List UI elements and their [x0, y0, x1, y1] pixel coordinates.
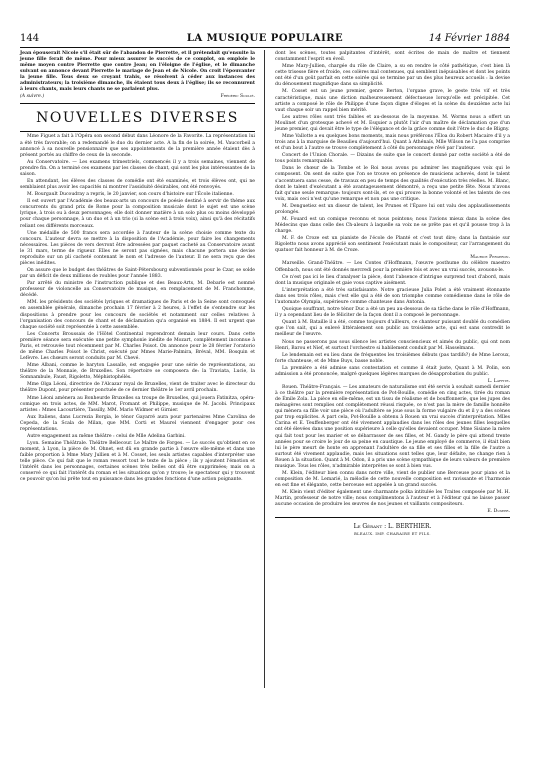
- feuilleton-continuation: Jean épouserait Nicole s'il était sûr de l'abandon de Pierrette, et il prétendait qu'ensuite la jeune fille ferait de même. Pour mieux assurer le succès de ce complot, on emploie le même moyen contre Pierrette que contre Jean; on l'éloigne de l'église, et le dimanche suivant on annonce devant Pierrette le mariage de Jean et de Nicole. On croit l'épouvanter la jeune fille. Tous deux se croyant trahis, se résolvent à céder aux instances des administrateurs; la troisième dimanche, ils étaient tous deux à l'église; ils se reconnurent à leurs chants, mais leurs chants ne se parlaient plus.: [20, 51, 255, 93]
- right-column: [275, 51, 510, 537]
- news-paragraph: Dans le chœur de la Tombe et le Roi nous avons pu admirer les magnifiques voix qui le composent. On sent de suite que l'on se trouve en présence de musiciens achevés, dont le talent s'accentuera sans cesse, de travaux en peu de temps des qualités d'exécution très réelles. M. Blanc, dont le talent d'exécutant a été avantageusement démontré, a reçu une petite fête. Nous n'avons fait qu'une seule remarque: toujours sont-ils, et ce qui prouve la bonne volonté et les talents de ces voix, mais ceci n'est qu'une remarque et non pas une critique.: [275, 166, 510, 202]
- gerant-line: Le Gérant : L. BERTHIER.: [353, 523, 432, 531]
- page-number: 144: [20, 33, 40, 44]
- journal-title: LA MUSIQUE POPULAIRE: [186, 33, 344, 44]
- section-title: NOUVELLES DIVERSES: [36, 110, 239, 127]
- news-paragraph: MM. les présidents des sociétés lyriques et dramatiques de Paris et de la Seine sont convoqués en assemblée générale, dimanche prochain 17 février à 2 heures, à l'effet de s'entendre sur les dispositions à prendre pour les concours de sociétés et notamment sur celles relatives à l'organisation des concours de chant et de déclamation qu'a organisé en 1884. Il est urgent que chaque société soit représentée à cette assemblée.: [20, 300, 255, 330]
- news-paragraph: Les Concerts Broussais de l'Hôtel Continental reprendront demain leur cours. Dans cette première séance sera exécutée une petite symphonie inédite de Mozart, complètement inconnue à Paris, et retrouvée tout récemment par M. Charles Poisot. On annonce pour le 28 février l'oratorio de même Charles Poisot le Christ, exécuté par Mmes Marie-Palmira, Bréval, MM. Bosquin et Lefèvre. Les chœurs seront conduits par M. Chevé.: [20, 331, 255, 361]
- news-paragraph: Marseille. Grand-Théâtre. — Les Contes d'Hoffmann, l'œuvre posthume du célèbre maestro Offenbach, nous ont été donnés mercredi pour la première fois et avec un vrai succès, avouons-le.: [275, 261, 510, 273]
- news-paragraph: Quant à M. Bataille il a été, comme toujours d'ailleurs, ce chanteur puissant doublé du comédien que l'on sait, qui a enlevé littéralement son public au troisième acte, qui est sans contredit le meilleur de l'œuvre.: [275, 320, 510, 338]
- news-paragraph: Par arrêté du ministre de l'instruction publique et des Beaux-Arts, M. Debarle est nommé professeur de violoncelle au Conservatoire de musique, en remplacement de M. Franchomme, décédé.: [20, 281, 255, 299]
- news-paragraph: M. Cosset est un jeune premier, genre Berton, l'organe grave, le geste très vif et très caractéristique, mais une diction malheureusement défectueuse lorsqu'elle est précipitée. Cet artiste a composé le rôle de Philippe d'une façon digne d'éloges et la scène du deuxième acte lui vaut chaque soir un rappel bien mérité.: [275, 89, 510, 113]
- signature: E. Duseer.: [487, 509, 510, 515]
- left-column: [20, 51, 255, 485]
- news-paragraph: M. Denguetiez est un diseur de talent, les Prunes et l'Épave lui ont valu des applaudissements prolongés.: [275, 203, 510, 215]
- news-paragraph: On assure que le budget des théâtres de Saint-Pétersbourg subventionnés pour le Czar, se solde par un déficit de deux millions de roubles pour l'année 1883.: [20, 268, 255, 280]
- news-paragraph: Il est ouvert par l'Académie des beaux-arts un concours de poésie destiné à servir de thème aux concurrents du grand prix de Rome pour la composition musicale dont le sujet est une scène lyrique, à trois ou à deux personnages; elle doit donner matière à un solo plus ou moins développé pour chaque personnage, à un duo et à un trio (si la scène est à trois voix), ainsi qu'à des récitatifs reliant ces différents morceaux.: [20, 199, 255, 229]
- news-paragraph: Mme Léoni amènera au Bonheurde Bruxelles sa troupe de Bruxelles, qui jouera Fatinitza, opéra-comique en trois actes, de MM. Marot, Fromant et Philippe, musique de M. Jacobi. Principaux artistes : Mmes Lacourtière, Tassilly, MM. Mario Widmer et Girnier.: [20, 395, 255, 413]
- news-paragraph: dont les scènes, toutes palpitantes d'intérêt, sont écrites de main de maître et tiennent constamment l'esprit en éveil.: [275, 51, 510, 63]
- news-paragraph: Une médaille de 500 francs sera accordée à l'auteur de la scène choisie comme texte du concours. L'auteur devra se mettre à la disposition de l'Académie, pour faire les changements nécessaires. Les pièces de vers devront être adressées par paquet cacheté au Conservatoire avant le 31 mars, terme de rigueur. Elles ne seront pas signées, mais chacune portera une devise reproduite sur un pli cacheté contenant le nom et l'adresse de l'auteur. Il ne sera reçu que des pièces inédites.: [20, 230, 255, 266]
- news-paragraph: Mme Vallotte a eu quelques bons moments, mais nous préférons l'Éloa du Robert Macaire d'il y a trois ans à la marquise de Beaulieu d'aujourd'hui. Quant à Athénaïs, Mlle Wilson ne l'a pas comprise et d'un bout à l'autre se trouve complètement à côté du personnage rêvé par l'auteur.: [275, 133, 510, 152]
- signature: L. Laffite.: [487, 379, 510, 385]
- news-paragraph: Lyon. Semaine Théâtrale. Théâtre Bellecour. Le Maître de Forges. — Le succès qu'obtient en ce moment, à Lyon, la pièce de M. Ohnet, est dû en grande partie à l'œuvre elle-même et dans une faible proportion à Mme Mary Jullien et à M. Cosset, les seuls artistes capables d'interpréter une telle pièce. Ce qui fait que le roman ressort tout le texte de la pièce ; ils y ajoutent l'émotion et l'intérêt dans les personnages, certaines scènes très belles ont dû être supprimées; mais on a conservé ce qui fait l'intérêt du roman et les situations qu'on y trouve; le spectateur qui y trouvent ce pouvoir qu'on lui prête tout en puissance dans les grandes fonctions d'une action poignante.: [20, 441, 255, 483]
- printer-line: BLEAUX. IMP. CHARAIRE ET FILS.: [354, 532, 431, 537]
- author-signature: Frédéric Soulié.: [220, 94, 255, 100]
- news-paragraph: M. Fouard est un comique reconnu et nous pointons; nous l'avions mieux dans la scène des Médecins que dans celle des Ch-aleurs à laquelle sa voix ne se prête pas et qu'il pousse trop à la charge.: [275, 216, 510, 235]
- footer-rule: [275, 517, 510, 518]
- section-rule-bottom: [20, 131, 255, 132]
- column-divider: [264, 50, 265, 688]
- news-paragraph: En attendant, les élèves des classes de comédie ont été examinés, et trois élèves ont, qui ne semblaient plus avoir les capacités ni montrer l'assiduité désirables, ont été renvoyés.: [20, 178, 255, 191]
- feuilleton-signature: [20, 94, 255, 100]
- news-paragraph: Quoique souffrant, notre ténor Duc a été un peu au-dessous de sa tâche dans le rôle d'Hoffmann, il y a cependant lieu de le féliciter de la façon dont il a composé le personnage.: [275, 307, 510, 319]
- page-header: [20, 32, 510, 46]
- news-paragraph: Nous ne passerons pas sous silence les artistes consciencieux et aimés du public, qui ont nom Henri, Barou et Nief, et surtout l'orchestre si habilement conduit par M. Hasselmans.: [275, 339, 510, 351]
- issue-date: 14 Février 1884: [428, 33, 510, 44]
- section-rule-top: [20, 103, 255, 104]
- news-paragraph: La première a été admise sans contestation et comme il était juste, Quant à M. Polin, son admission a été prononcée, malgré quelques légères marques de désapprobation du public.: [275, 365, 510, 377]
- news-paragraph: Autre engagement au même théâtre : celui de Mlle Adelina Garbini.: [27, 433, 186, 439]
- news-paragraph: Rouen. Théâtre-Français. — Les amateurs de naturalisme ont été servis à souhait samedi dernier à ce théâtre par la première représentation de Pot-Bouille, comédie en cinq actes, tirée du roman de Émile Zola. La pièce en elle-même, est un tissu de réalisme et de bouffonnerie, que les jupes des ménagères sont remplies ont complètement réussi risquée, ce n'est pas la mère de famille honnête qui mènera sa fille voir une pièce où l'adultère se joue sous la forme vulgaire du et il y a des scènes par trop explicites. A part cela, Pot-Bouille a obtenu à Rouen un vrai succès d'interprétation. Mlles Carina et E. Teuffenberger ont été vivement applaudies dans les rôles des jeunes filles lesquelles ont été élevées dans une position supérieure à celle qu'elles devaient occuper. Mme Sisiane la mère qui fait tout pour les marier et se débarrasser de ses filles, et M. Gandy le père qui attend trente années pour se croire le jour de sa peine en caustique. Le jeune employé de commerce, il était bien lui le père meurt de honte en apprenant l'adultère de sa fille et ses filles et la fille de l'autre a surtout été vivement applaudie, mais les situations sont telles que, leur défaite, ne change rien à Rouen à la situation. Quant à M. Odon, il a pris une scène sympathique de leurs valeurs de première musique. Tous les rôles, n'admirable interprètes se sont à bien vus.: [275, 385, 510, 469]
- news-paragraph: M. F. de Croze est un pianiste de l'école de Planté et c'est tout dire; dans la fantaisie sur Rigoletto nous avons apprécié son sentiment l'exécutant mais le compositeur, car l'arrangement du quatuor fait honneur à M. de Croze.: [275, 236, 510, 254]
- news-paragraph: Les autres rôles sont très faibles et au-dessous de la moyenne. M. Worms nous a offert un Moulinet d'un grotesque achevé et M. Esquier a plutôt l'air d'un maître de déclamation que d'un jeune premier, qui devait être le type de l'élégance et de la grâce comme doit l'être le duc de Bligny.: [275, 114, 510, 132]
- news-paragraph: Le lendemain est eu lieu dans de fréquentes les troisièmes débuts (pas tardifs?) de Mme Leroux, forte chanteuse, et de Mme Buys, basse noble.: [275, 352, 510, 364]
- news-paragraph: Mme Olga Léoni, directrice de l'Alcazar royal de Bruxelles, vient de traiter avec le directeur du théâtre Dupont, pour présenter ponctuée de ce dernier théâtre le 1er avril prochain.: [20, 382, 255, 394]
- news-paragraph: Mme Mary-Jullien, chargée du rôle de Claire, a su en rendre le côté pathétique, c'est bien là cette trisesse fière et froide, ces colères mal contenues, qui semblent inépuisables et dont les points ont été d'un goût parfait en cette soirée qui se termine par un des plus heureux accueils : la devise du dénouement magnifique dans sa simplicité.: [275, 64, 510, 88]
- news-paragraph: M. Klein vient d'éditer également une charmante polka intitulée les Traites composée par M. H. Martin, professeur de notre ville; nous complimentons à l'auteur et à l'éditeur qui ne laisse passer aucune occasion de produire les œuvres de nos jeunes et vaillants compositeurs.: [275, 490, 510, 508]
- news-paragraph: M. Bourgault Ducoudray a repris, le 20 janvier, son cours d'histoire sur l'École italienne.: [27, 192, 234, 198]
- to-be-continued: (A suivre.): [20, 94, 45, 100]
- news-paragraph: Au Conservatoire. — Les examens trimestriels, commencés il y a trois semaines, viennent de prendre fin. On a terminé ces examens par les classes de chant, qui sont les plus intéressantes de la saison.: [20, 159, 255, 177]
- signature: Maurice Pergeron.: [470, 255, 510, 261]
- news-paragraph: Mme Albani, comme le baryton Lassalle, est engagée pour une série de représentations, au théâtre de la Monnaie, de Bruxelles. Son répertoire se composera de: la Traviata, Lucie, la Somnambule, Faust, Rigoletto, Méphistophélès.: [20, 363, 255, 381]
- news-paragraph: Aux Italiens, dans Lucrezia Borgia, le ténor Gayarré aura pour partenaires Mme Carolina de Cepeda, de la Scala de Milan, que MM. Corti et Maurel viennent d'engager pour ces représentations.: [20, 414, 255, 432]
- news-paragraph: L'interprétation a été très satisfaisante. Notre gracieuse Julia Polet a été vraiment étonnante dans ses trois rôles, mais c'est elle qui a été de son triomphe comme comédienne dans le rôle de l'automate Olympia, supérieure comme chanteuse dans Antonia.: [275, 287, 510, 305]
- news-paragraph: Concert de l'Union Chorale. — Dizains de suite que le concert donné par cette société a été de tous points remarquable.: [275, 153, 510, 165]
- header-rule: [20, 47, 510, 48]
- news-paragraph: M. Klein, l'éditeur bien connu dans notre ville, vient de publier une Berceuse pour piano et la composition de M. Lemarié, la mélodie de cette nouvelle composition est ravissante et l'harmonie en est fine et élégante, cette berceuse est appelée à un grand succès.: [275, 470, 510, 488]
- news-paragraph: Ce n'est pas ici le lieu d'analyser la pièce, dont l'absence d'intrigue surprend tout d'abord, mais dont la musique originale et gaie vous captive aisément.: [275, 274, 510, 286]
- news-paragraph: Mme Figuet a fait à l'Opéra son second début dans Léonore de la Favorite. La représentation lui a été très favorable; on a redemandé le duo du dernier acte. A la fin de la soirée, M. Vaucorbeil a annoncé à sa nouvelle pensionnaire que ses appointements de la première année étaient dès à présent portés au chiffre de ceux de la seconde.: [20, 134, 255, 158]
